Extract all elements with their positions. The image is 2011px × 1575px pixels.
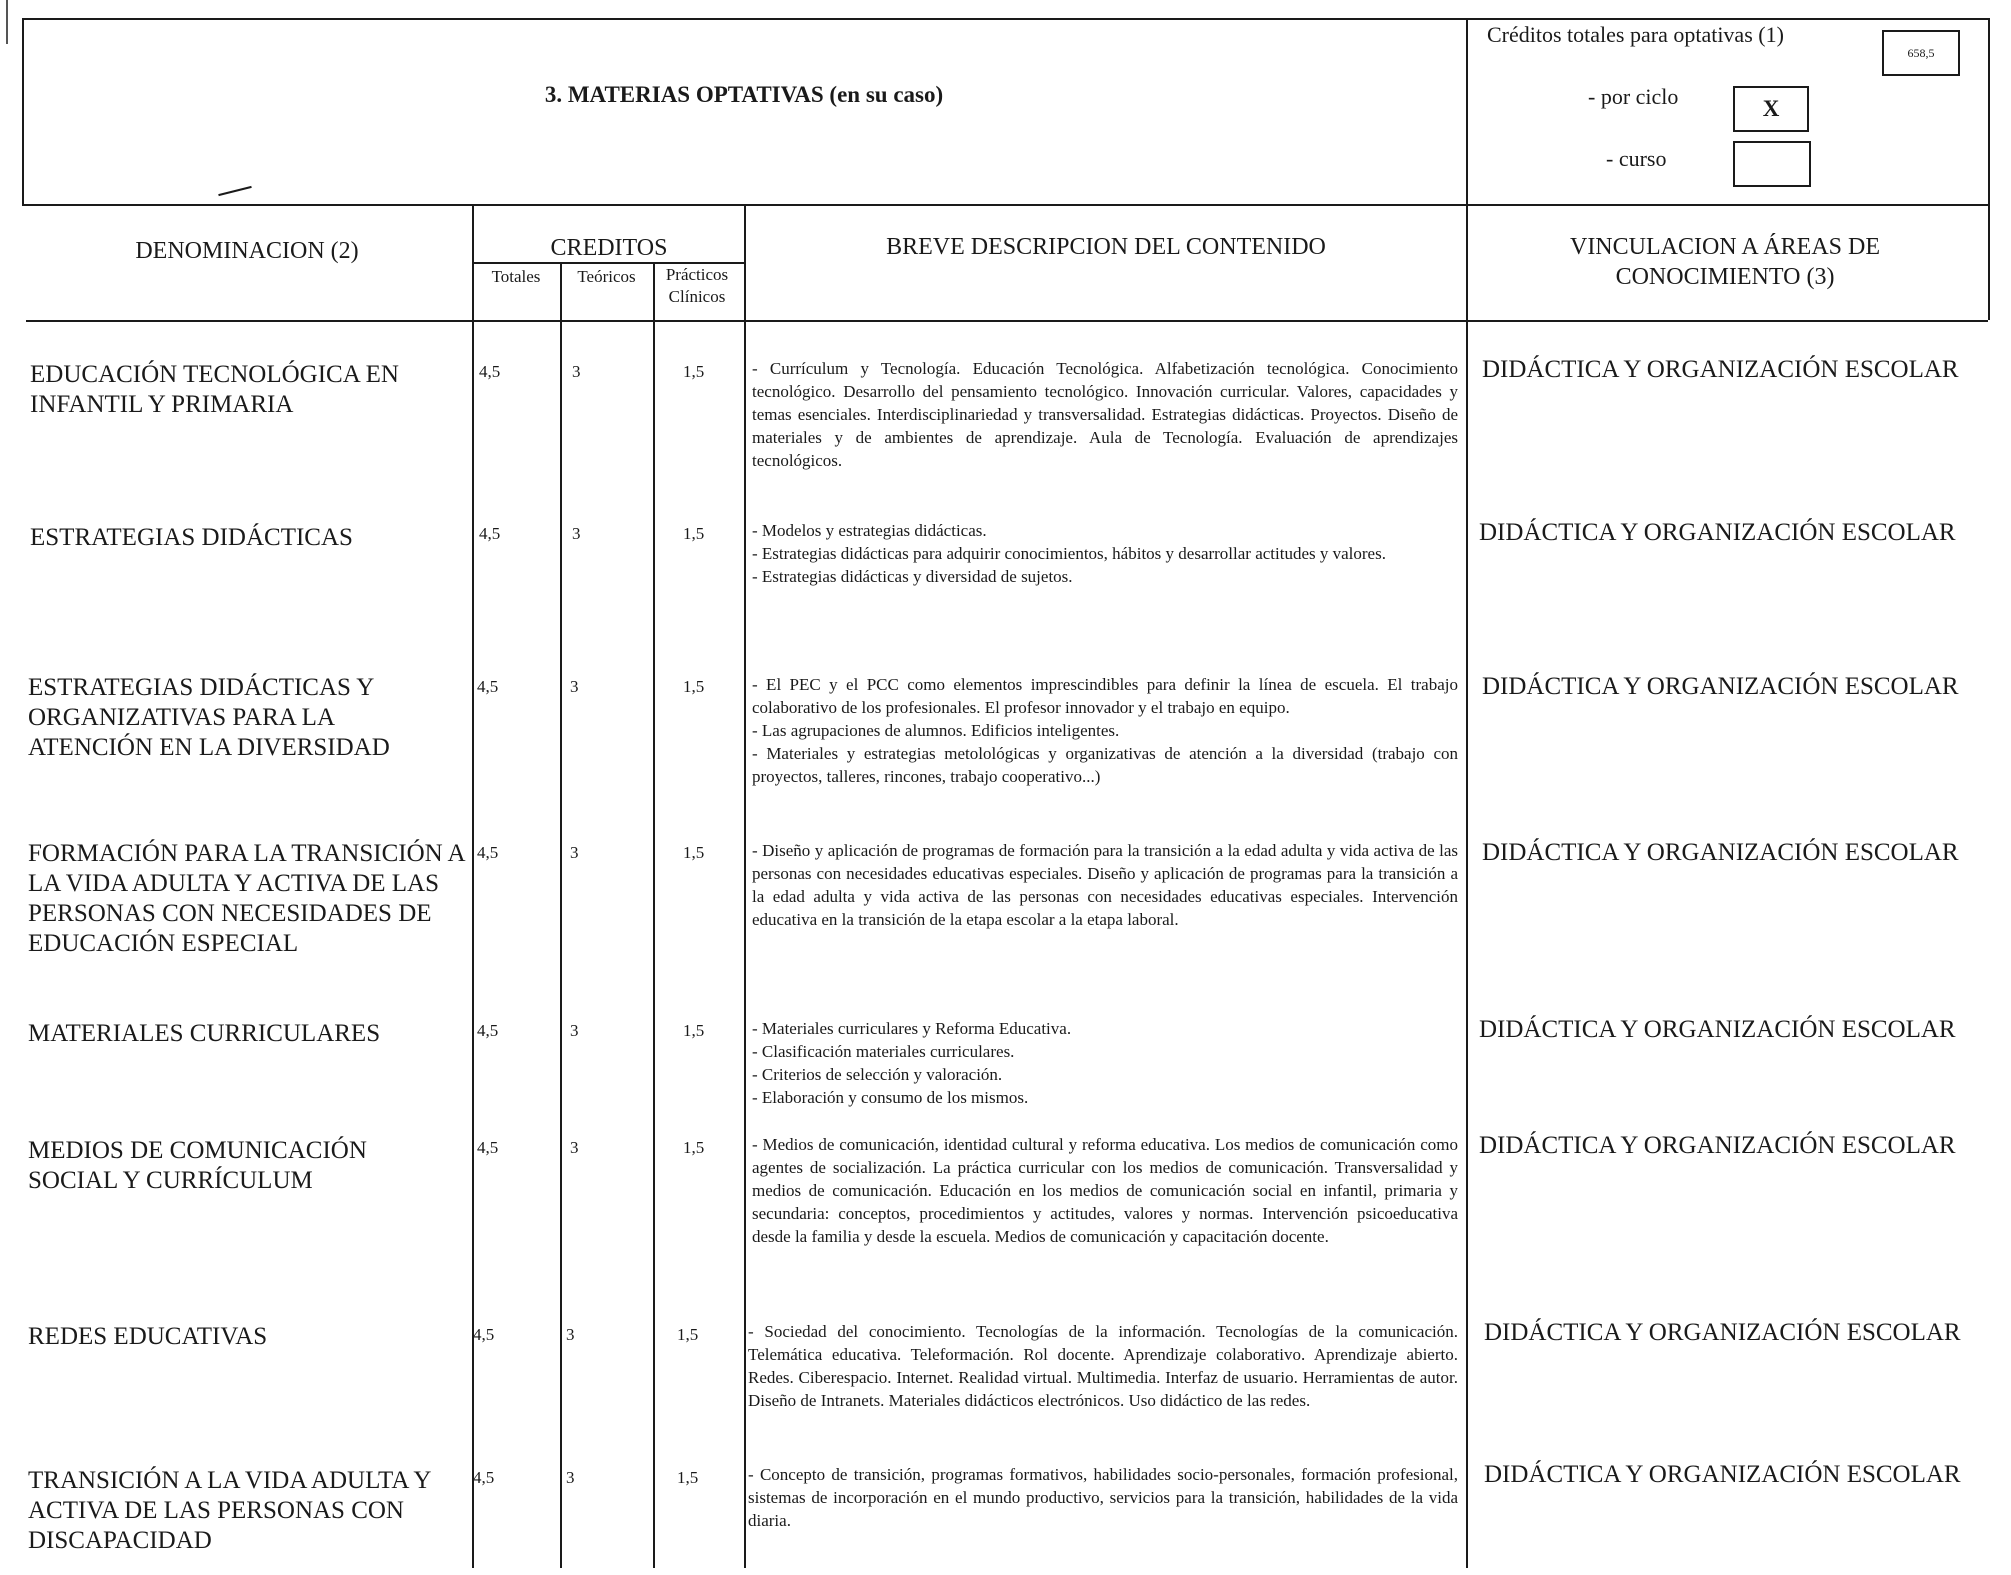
header-creditos: CREDITOS (550, 235, 668, 261)
row-name: MEDIOS DE COMUNICACIÓN SOCIAL Y CURRÍCULUM (28, 1137, 367, 1194)
row-practicos: 1,5 (683, 524, 705, 543)
scan-edge-mark (6, 0, 8, 44)
frame-top-line (22, 18, 1988, 20)
row-description: - El PEC y el PCC como elementos imprescindibles para definir la línea de escuela. El trabajo colaborativo de los profesionales. El profesor innovador y el trabajo en equipo. - Las agrupaciones de alumnos. Edificios inteligentes. - Materiales y estrategias metolológicas y organizativas de atención a la diversidad (trabajo con proyectos, talleres, rincones, trabajo cooperativo...) (752, 675, 1458, 786)
header-descripcion: BREVE DESCRIPCION DEL CONTENIDO (886, 234, 1326, 260)
curso-checkbox (1733, 141, 1811, 187)
row-totales: 4,5 (477, 843, 499, 862)
header-teoricos: Teóricos (577, 267, 636, 286)
row-totales: 4,5 (479, 524, 501, 543)
row-teoricos: 3 (566, 1468, 575, 1487)
credits-total-label: Créditos totales para optativas (1) (1487, 22, 1784, 47)
credits-total-value: 658,5 (1907, 46, 1935, 60)
row-teoricos: 3 (572, 362, 581, 381)
row-description: - Currículum y Tecnología. Educación Tecnológica. Alfabetización tecnológica. Conocimiento tecnológico. Desarrollo del pensamiento tecnológico. Innovación curricular. Valores, capacidades y temas esenciales. Interdisciplinariedad y transversalidad. Estrategias didácticas. Proyectos. Diseño de materiales y de ambientes de aprendizaje. Aula de Tecnología. Evaluación de aprendizajes tecnológicos. (752, 359, 1458, 470)
row-area: DIDÁCTICA Y ORGANIZACIÓN ESCOLAR (1479, 519, 1956, 546)
header-practicos: Prácticos Clínicos (665, 265, 729, 306)
column-line-practicos (653, 262, 655, 1568)
row-area: DIDÁCTICA Y ORGANIZACIÓN ESCOLAR (1482, 673, 1959, 700)
credits-total-box (1882, 30, 1960, 76)
row-totales: 4,5 (473, 1468, 495, 1487)
row-totales: 4,5 (477, 677, 499, 696)
row-description: - Modelos y estrategias didácticas. - Estrategias didácticas para adquirir conocimientos, hábitos y desarrollar actitudes y valores. - Estrategias didácticas y diversidad de sujetos. (752, 521, 1386, 586)
row-practicos: 1,5 (683, 677, 705, 696)
por-ciclo-label: - por ciclo (1588, 84, 1679, 109)
row-name: ESTRATEGIAS DIDÁCTICAS Y ORGANIZATIVAS PARA LA ATENCIÓN EN LA DIVERSIDAD (28, 674, 390, 761)
row-name: EDUCACIÓN TECNOLÓGICA EN INFANTIL Y PRIMARIA (30, 361, 399, 418)
column-line-totales (472, 204, 474, 1568)
section-title: 3. MATERIAS OPTATIVAS (en su caso) (544, 82, 944, 107)
row-name: FORMACIÓN PARA LA TRANSICIÓN A LA VIDA ADULTA Y ACTIVA DE LAS PERSONAS CON NECESIDADES DE EDUCACIÓN ESPECIAL (28, 840, 465, 957)
row-area: DIDÁCTICA Y ORGANIZACIÓN ESCOLAR (1479, 1016, 1956, 1043)
row-description: - Concepto de transición, programas formativos, habilidades socio-personales, formación profesional, sistemas de incorporación en el mundo productivo, servicios para la transición, habilidades de la vida diaria. (748, 1465, 1458, 1530)
row-teoricos: 3 (566, 1325, 575, 1344)
scan-mark (218, 186, 251, 196)
row-description: - Materiales curriculares y Reforma Educativa. - Clasificación materiales curriculares. - Criterios de selección y valoración. - Elaboración y consumo de los mismos. (752, 1019, 1072, 1107)
curso-label: - curso (1606, 146, 1667, 171)
row-description: - Sociedad del conocimiento. Tecnologías de la información. Tecnologías de la comunicación. Telemática educativa. Teleformación. Rol docente. Aprendizaje colaborativo. Aprendizaje abierto. Redes. Ciberespacio. Internet. Realidad virtual. Multimedia. Interfaz de usuario. Herramientas de autor. Diseño de Intranets. Materiales didácticos electrónicos. Uso didáctico de las redes. (748, 1322, 1458, 1410)
row-name: ESTRATEGIAS DIDÁCTICAS (30, 524, 353, 551)
row-area: DIDÁCTICA Y ORGANIZACIÓN ESCOLAR (1484, 1319, 1961, 1346)
row-name: TRANSICIÓN A LA VIDA ADULTA Y ACTIVA DE LAS PERSONAS CON DISCAPACIDAD (28, 1467, 431, 1554)
row-teoricos: 3 (570, 1138, 579, 1157)
row-area: DIDÁCTICA Y ORGANIZACIÓN ESCOLAR (1482, 839, 1959, 866)
row-description: - Diseño y aplicación de programas de formación para la transición a la edad adulta y vida activa de las personas con necesidades educativas especiales. Diseño y aplicación de programas para la transición a la edad adulta y vida activa de las personas con necesidades educativas especiales. Intervención educativa en la transición de la etapa escolar a la etapa laboral. (752, 841, 1458, 929)
header-bottom-line (26, 320, 1988, 322)
row-practicos: 1,5 (683, 362, 705, 381)
row-practicos: 1,5 (683, 843, 705, 862)
row-area: DIDÁCTICA Y ORGANIZACIÓN ESCOLAR (1479, 1132, 1956, 1159)
row-totales: 4,5 (477, 1021, 499, 1040)
row-teoricos: 3 (570, 1021, 579, 1040)
row-area: DIDÁCTICA Y ORGANIZACIÓN ESCOLAR (1482, 356, 1959, 383)
row-description: - Medios de comunicación, identidad cultural y reforma educativa. Los medios de comunicación como agentes de socialización. La práctica curricular con los medios de comunicación. Transversalidad y medios de comunicación. Educación en los medios de comunicación social en infantil, primaria y secundaria: conceptos, procedimientos y actitudes, valores y normas. Intervención psicoeducativa desde la familia y desde la escuela. Medios de comunicación y capacitación docente. (752, 1135, 1458, 1246)
row-totales: 4,5 (479, 362, 501, 381)
row-totales: 4,5 (477, 1138, 499, 1157)
column-line-area (1466, 18, 1468, 1568)
row-practicos: 1,5 (677, 1325, 699, 1344)
por-ciclo-value: X (1762, 96, 1780, 121)
row-practicos: 1,5 (683, 1021, 705, 1040)
frame-right-line (1988, 18, 1990, 320)
row-practicos: 1,5 (683, 1138, 705, 1157)
header-divider-line (22, 204, 1988, 206)
row-name: REDES EDUCATIVAS (28, 1323, 268, 1350)
column-line-descripcion (744, 204, 746, 1568)
por-ciclo-checkbox (1733, 86, 1809, 132)
header-vinculacion: VINCULACION A ÁREAS DE CONOCIMIENTO (3) (1569, 234, 1880, 290)
header-totales: Totales (491, 267, 541, 286)
row-teoricos: 3 (572, 524, 581, 543)
row-teoricos: 3 (570, 843, 579, 862)
row-area: DIDÁCTICA Y ORGANIZACIÓN ESCOLAR (1484, 1461, 1961, 1488)
row-name: MATERIALES CURRICULARES (28, 1020, 381, 1047)
column-line-teoricos (560, 262, 562, 1568)
row-teoricos: 3 (570, 677, 579, 696)
row-practicos: 1,5 (677, 1468, 699, 1487)
row-totales: 4,5 (473, 1325, 495, 1344)
header-denominacion: DENOMINACION (2) (135, 238, 359, 264)
frame-left-line (22, 18, 24, 206)
